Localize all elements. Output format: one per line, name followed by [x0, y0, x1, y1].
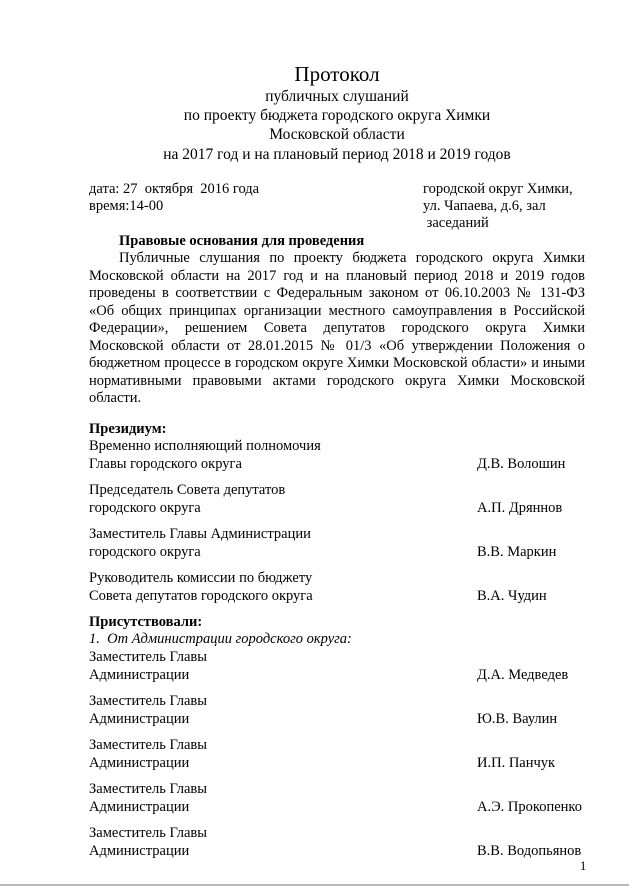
attendee-role-line: Заместитель Главы — [89, 693, 208, 709]
subtitle-line-1: публичных слушаний — [265, 88, 409, 105]
attendee-role-line: Администрации — [89, 754, 190, 771]
attendee — [89, 649, 589, 684]
presidium-member — [89, 438, 589, 473]
page-bottom-edge — [0, 884, 629, 886]
attendee-role-line: Администрации — [89, 842, 190, 859]
meeting-date: дата: 27 октября 2016 года — [89, 181, 260, 197]
presidium-member — [89, 526, 589, 561]
attendee — [89, 825, 589, 860]
member-name: В.А. Чудин — [477, 587, 547, 604]
attendee-name: Д.А. Медведев — [477, 666, 569, 683]
attendee-name: В.В. Водопьянов — [477, 842, 582, 859]
attended-heading: Присутствовали: — [89, 614, 203, 630]
meeting-place-block — [423, 181, 573, 232]
presidium-member — [89, 570, 589, 605]
page-number: 1 — [580, 859, 587, 873]
attendee-role-line: Заместитель Главы — [89, 649, 208, 665]
attendee-role-line: Заместитель Главы — [89, 781, 208, 797]
presidium-member — [89, 482, 589, 517]
attendee-name: А.Э. Прокопенко — [477, 798, 582, 815]
member-role-line: Руководитель комиссии по бюджету — [89, 570, 313, 586]
meeting-time: время:14-00 — [89, 198, 164, 214]
attendee-role-line: Заместитель Главы — [89, 737, 208, 753]
attendee-role-line: Заместитель Главы — [89, 825, 208, 841]
legal-basis-paragraph: Публичные слушания по проекту бюджета городского округа Химки Московской области на 2017 год и на плановый период 2018 и 2019 годов проведены в соответствии с Федеральным законом от 06.10.2003 № 131-ФЗ «Об общих принципах организации местного самоуправления в Российской Федерации», решением Совета депутатов городского округа Химки Московской области от 28.01.2015 № 01/3 «Об утверждении Положения о бюджетном процессе в городском округе Химки Московской области» и иными нормативными правовыми актами городского округа Химки Московской области. — [89, 250, 585, 406]
subtitle-line-2: по проекту бюджета городского округа Химки — [183, 107, 491, 124]
date-time-block — [89, 181, 259, 215]
member-role-line: Совета депутатов городского округа — [89, 587, 313, 604]
member-role-line: Главы городского округа — [89, 455, 242, 472]
legal-basis-heading: Правовые основания для проведения — [119, 233, 365, 249]
attendee-role-line: Администрации — [89, 710, 190, 727]
attendee-role-line: Администрации — [89, 666, 190, 683]
attendee-name: И.П. Панчук — [477, 754, 556, 771]
subtitle-line-3: Московской области — [269, 126, 405, 143]
member-name: А.П. Дряннов — [477, 499, 563, 516]
attended-subheading: 1. От Администрации городского округа: — [89, 631, 352, 647]
attendee — [89, 693, 589, 728]
attendee-name: Ю.В. Ваулин — [477, 710, 558, 727]
member-name: В.В. Маркин — [477, 543, 557, 560]
member-role-line: Заместитель Главы Администрации — [89, 526, 311, 542]
place-line-3: заседаний — [423, 215, 489, 231]
member-name: Д.В. Волошин — [477, 455, 566, 472]
subtitle-line-4: на 2017 год и на плановый период 2018 и 2019 годов — [163, 146, 511, 163]
document-title: Протокол — [294, 62, 380, 86]
attendee-role-line: Администрации — [89, 798, 190, 815]
presidium-heading: Президиум: — [89, 421, 167, 437]
member-role-line: Временно исполняющий полномочия — [89, 438, 321, 454]
member-role-line: городского округа — [89, 543, 201, 560]
member-role-line: Председатель Совета депутатов — [89, 482, 286, 498]
place-line-2: ул. Чапаева, д.6, зал — [423, 198, 546, 214]
attendee — [89, 781, 589, 816]
place-line-1: городской округ Химки, — [423, 181, 573, 197]
attendee — [89, 737, 589, 772]
member-role-line: городского округа — [89, 499, 201, 516]
